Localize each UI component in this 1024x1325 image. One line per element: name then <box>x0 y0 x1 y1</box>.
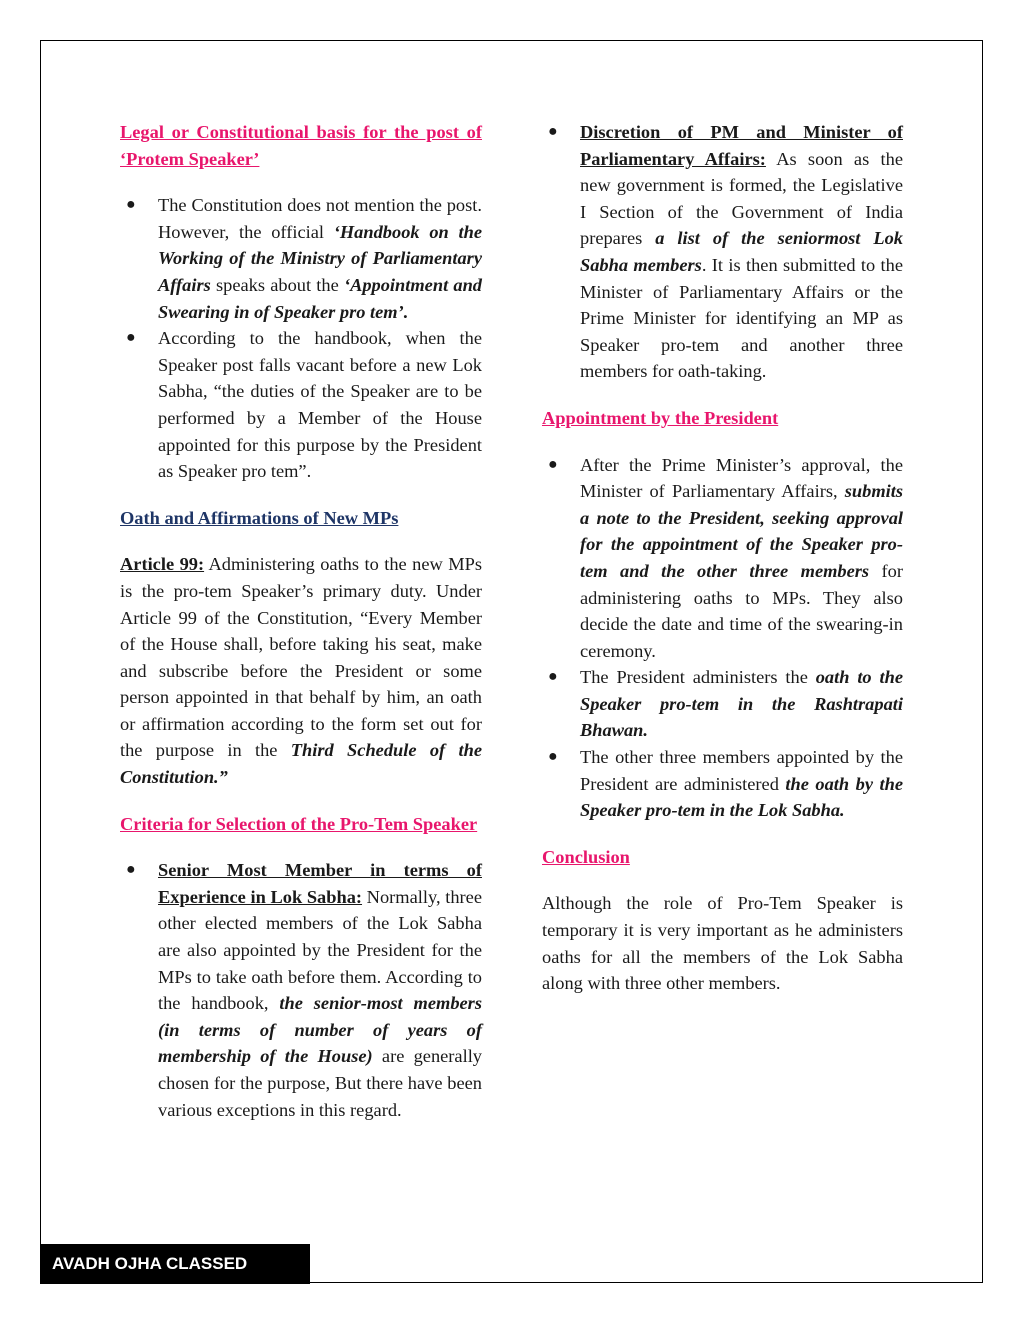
bullet-icon: ● <box>126 329 136 347</box>
bullet-icon: ● <box>548 748 558 766</box>
list-item: ● According to the handbook, when the Speaker post falls vacant before a new Lok Sabha, “the duties of the Speaker are to be performed by a Member of the House appointed for this purpose by the President as Speaker pro tem”. <box>120 325 482 485</box>
heading-conclusion: Conclusion <box>542 846 630 867</box>
heading-oath: Oath and Affirmations of New MPs <box>120 507 399 528</box>
list-item: ● Discretion of PM and Minister of Parliamentary Affairs: As soon as the new government is formed, the Legislative I Section of the Government of India prepares a list of the seniormost Lok Sabha members. It is then submitted to the Minister of Parliamentary Affairs or the Prime Minister for identifying an MP as Speaker pro-tem and another three members for oath-taking. <box>542 119 903 385</box>
conclusion-paragraph: Although the role of Pro-Tem Speaker is temporary it is very important as he administers oaths for all the members of the Lok Sabha along with three other members. <box>542 893 903 994</box>
heading-legal-basis: Legal or Constitutional basis for the post of ‘Protem Speaker’ <box>120 122 482 169</box>
list-item: ● After the Prime Minister’s approval, the Minister of Parliamentary Affairs, submits a note to the President, seeking approval for the appointment of the Speaker pro-tem and the other three members for administering oaths to MPs. They also decide the date and time of the swearing-in ceremony. <box>542 452 903 665</box>
right-column <box>542 119 903 997</box>
bullet-icon: ● <box>548 455 558 473</box>
bullet-icon: ● <box>126 196 136 214</box>
legal-basis-list <box>120 192 482 485</box>
list-item: ● The President administers the oath to the Speaker pro-tem in the Rashtrapati Bhawan. <box>542 664 903 744</box>
article-99-paragraph: Article 99: Administering oaths to the new MPs is the pro-tem Speaker’s primary duty. Under Article 99 of the Constitution, “Every Member of the House shall, before taking his seat, make and subscribe before the President or some person appointed in that behalf by him, an oath or affirmation according to the form set out for the purpose in the Third Schedule of the Constitution.” <box>120 554 483 788</box>
footer-brand-label: AVADH OJHA CLASSED <box>40 1244 310 1284</box>
appointment-list <box>542 452 903 824</box>
heading-criteria: Criteria for Selection of the Pro-Tem Speaker <box>120 813 478 834</box>
heading-appointment: Appointment by the President <box>542 407 779 428</box>
list-item: ● The other three members appointed by the President are administered the oath by the Speaker pro-tem in the Lok Sabha. <box>542 744 903 824</box>
list-item: ● The Constitution does not mention the post. However, the official ‘Handbook on the Working of the Ministry of Parliamentary Affairs speaks about the ‘Appointment and Swearing in of Speaker pro tem’. <box>120 192 482 325</box>
left-column <box>120 119 482 1123</box>
bullet-icon: ● <box>548 668 558 686</box>
criteria-list <box>120 857 482 1123</box>
discretion-list <box>542 119 903 385</box>
bullet-icon: ● <box>126 861 136 879</box>
list-item: ● Senior Most Member in terms of Experience in Lok Sabha: Normally, three other elected members of the Lok Sabha are also appointed by the President for the MPs to take oath before them. According to the handbook, the senior-most members (in terms of number of years of membership of the House) are generally chosen for the purpose, But there have been various exceptions in this regard. <box>120 857 482 1123</box>
bullet-icon: ● <box>548 123 558 140</box>
